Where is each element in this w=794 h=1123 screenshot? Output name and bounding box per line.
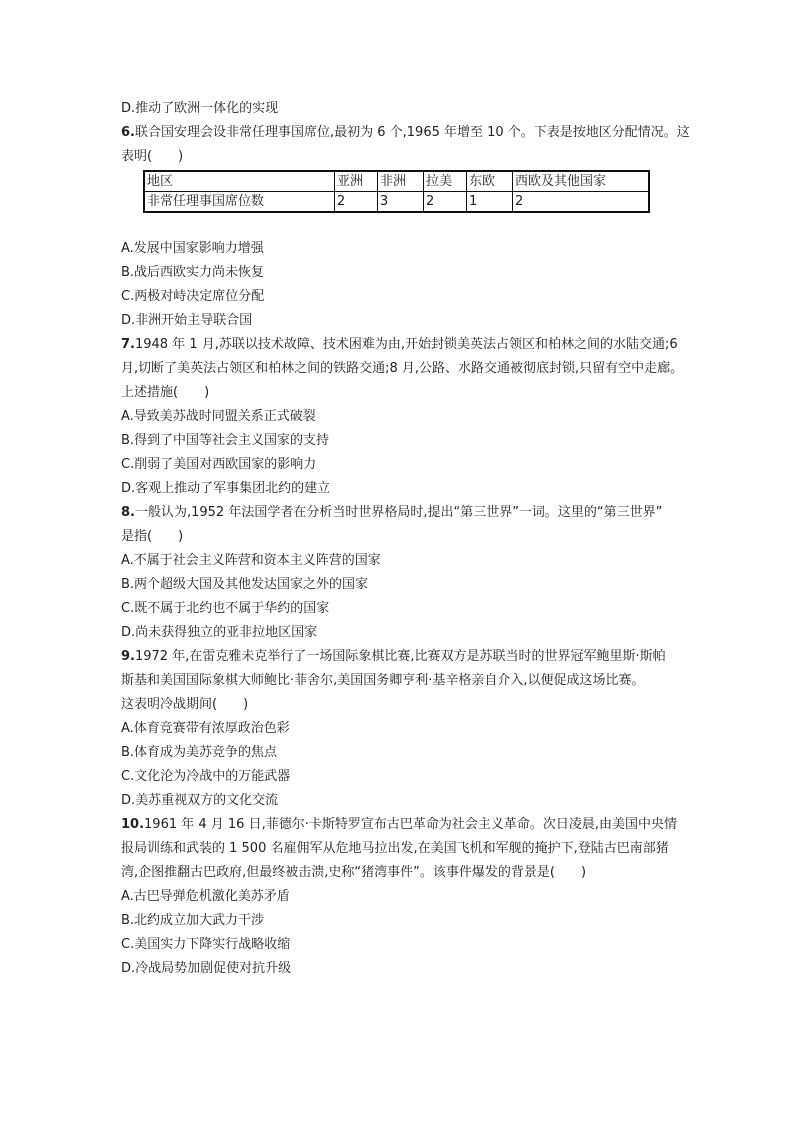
q7-option-d: D.客观上推动了军事集团北约的建立 — [121, 481, 331, 496]
seat-allocation-table — [143, 170, 650, 213]
q10-stem-line-3: 湾,企图推翻古巴政府,但最终被击溃,史称“猪湾事件”。该事件爆发的背景是( ) — [121, 865, 587, 880]
table-header-row — [144, 171, 649, 192]
question-number: 10. — [121, 817, 145, 832]
table-cell: 2 — [424, 192, 467, 213]
table-cell: 拉美 — [424, 171, 467, 192]
q8-stem-line-2: 是指( ) — [121, 529, 184, 544]
q10-option-a: A.古巴导弹危机激化美苏矛盾 — [121, 889, 290, 904]
q9-option-b: B.体育成为美苏竞争的焦点 — [121, 745, 278, 760]
q7-option-c: C.削弱了美国对西欧国家的影响力 — [121, 457, 317, 472]
q8-option-d: D.尚未获得独立的亚非拉地区国家 — [121, 625, 318, 640]
q7-option-a: A.导致美苏战时同盟关系正式破裂 — [121, 409, 316, 424]
q9-stem-line-1: 9.1972 年,在雷克雅未克举行了一场国际象棋比赛,比赛双方是苏联当时的世界冠军鲍里斯·斯帕 — [121, 649, 666, 664]
q6-stem-line-1: 6.联合国安理会设非常任理事国席位,最初为 6 个,1965 年增至 10 个。下表是按地区分配情况。这 — [121, 125, 690, 140]
q7-stem-line-3: 上述措施( ) — [121, 385, 210, 400]
q10-stem-line-2: 报局训练和武装的 1 500 名雇佣军从危地马拉出发,在美国飞机和军舰的掩护下,登陆古巴南部猪 — [121, 841, 669, 856]
q7-stem-line-1: 7.1948 年 1 月,苏联以技术故障、技术困难为由,开始封锁美英法占领区和柏林之间的水陆交通;6 — [121, 337, 678, 352]
q7-option-b: B.得到了中国等社会主义国家的支持 — [121, 433, 330, 448]
q9-option-a: A.体育竞赛带有浓厚政治色彩 — [121, 721, 290, 736]
q10-stem-line-1: 10.1961 年 4 月 16 日,菲德尔·卡斯特罗宣布古巴革命为社会主义革命。次日凌晨,由美国中央情 — [121, 817, 677, 832]
table-cell: 东欧 — [467, 171, 513, 192]
table-cell: 1 — [467, 192, 513, 213]
table-cell: 2 — [513, 192, 650, 213]
table-cell: 2 — [335, 192, 378, 213]
table-cell: 地区 — [144, 171, 335, 192]
q6-stem-line-2: 表明( ) — [121, 149, 184, 164]
q10-option-b: B.北约成立加大武力干涉 — [121, 913, 265, 928]
q7-stem-line-2: 月,切断了美英法占领区和柏林之间的铁路交通;8 月,公路、水路交通被彻底封锁,只留有空中走廊。 — [121, 361, 684, 376]
q9-option-d: D.美苏重视双方的文化交流 — [121, 793, 279, 808]
q10-option-c: C.美国实力下降实行战略收缩 — [121, 937, 291, 952]
question-number: 8. — [121, 505, 135, 520]
table-cell: 3 — [378, 192, 424, 213]
q6-option-a: A.发展中国家影响力增强 — [121, 241, 264, 256]
table-cell: 非洲 — [378, 171, 424, 192]
q9-stem-line-3: 这表明冷战期间( ) — [121, 697, 249, 712]
question-number: 9. — [121, 649, 135, 664]
table-cell: 亚洲 — [335, 171, 378, 192]
q6-option-d: D.非洲开始主导联合国 — [121, 313, 253, 328]
q8-stem-line-1: 8.一般认为,1952 年法国学者在分析当时世界格局时,提出“第三世界”一词。这里的“第三世界” — [121, 505, 663, 520]
q6-option-b: B.战后西欧实力尚未恢复 — [121, 265, 265, 280]
question-number: 7. — [121, 337, 135, 352]
q6-option-c: C.两极对峙决定席位分配 — [121, 289, 265, 304]
q8-option-c: C.既不属于北约也不属于华约的国家 — [121, 601, 330, 616]
q8-option-b: B.两个超级大国及其他发达国家之外的国家 — [121, 577, 369, 592]
q5-option-d: D.推动了欧洲一体化的实现 — [121, 101, 279, 116]
question-number: 6. — [121, 125, 135, 140]
q9-stem-line-2: 斯基和美国国际象棋大师鲍比·菲舍尔,美国国务卿亨利·基辛格亲自介入,以便促成这场比赛。 — [121, 673, 645, 688]
q8-option-a: A.不属于社会主义阵营和资本主义阵营的国家 — [121, 553, 381, 568]
table-cell: 西欧及其他国家 — [513, 171, 650, 192]
q9-option-c: C.文化沦为冷战中的万能武器 — [121, 769, 291, 784]
q10-option-d: D.冷战局势加剧促使对抗升级 — [121, 961, 292, 976]
table-cell: 非常任理事国席位数 — [144, 192, 335, 213]
table-row — [144, 192, 649, 213]
